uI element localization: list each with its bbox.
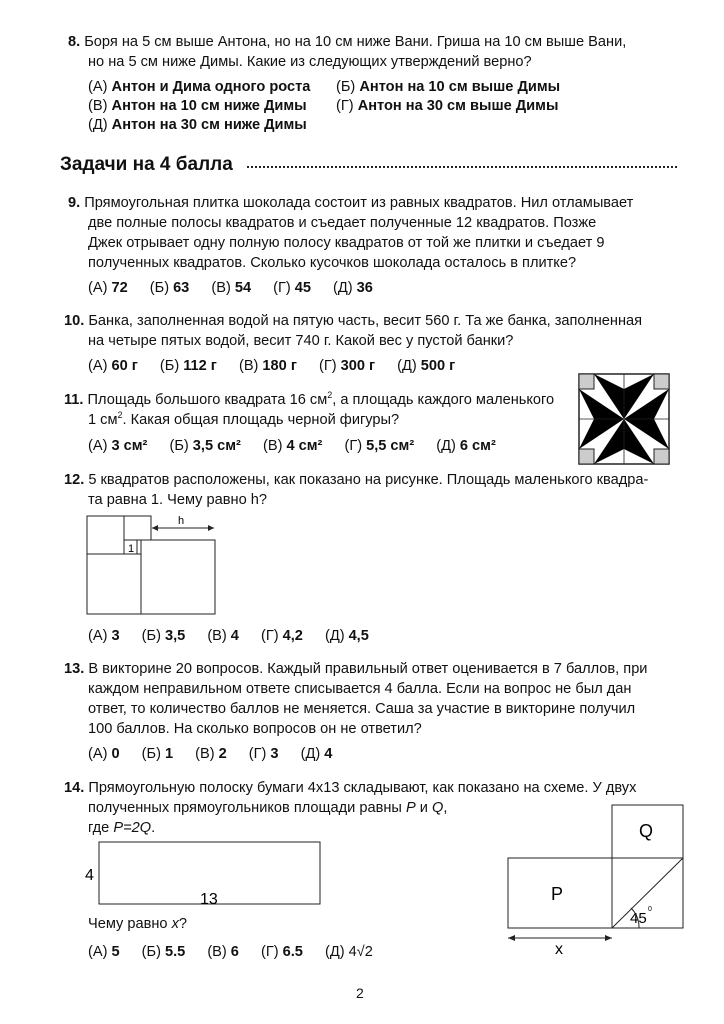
option-label[interactable]: (В)	[262, 438, 283, 454]
option-value[interactable]: 3,5 см²	[192, 438, 241, 454]
q9-options	[88, 278, 391, 298]
punct: ?	[178, 916, 188, 932]
option-label[interactable]: (А)	[88, 628, 108, 644]
option-value[interactable]: 4 см²	[286, 438, 323, 454]
option-value[interactable]: 6.5	[282, 944, 303, 960]
q14-line-2	[88, 798, 447, 818]
option-value[interactable]: 6 см²	[459, 438, 496, 454]
q8-option-b[interactable]	[336, 77, 560, 97]
fig-degree-mark: 0	[648, 906, 652, 913]
q14-text-1: Прямоугольную полоску бумаги 4х13 складывают, как показано на схеме. У двух	[88, 780, 637, 796]
option-label[interactable]: (Д)	[436, 438, 456, 454]
option-value[interactable]: 4	[324, 746, 333, 762]
q8-text-1: Боря на 5 см выше Антона, но на 10 см ниже Вани. Гриша на 10 см выше Вани,	[84, 34, 627, 50]
option-label[interactable]: (В)	[195, 746, 215, 762]
equation: P=2Q	[113, 820, 152, 836]
option-label: (Б)	[336, 79, 356, 95]
fig-x-label: x	[555, 941, 563, 958]
q14-number: 14.	[64, 780, 85, 796]
q8-option-e[interactable]	[88, 115, 307, 135]
strip-height-label: 4	[85, 867, 94, 884]
option-value[interactable]: 45	[294, 280, 311, 296]
option-label[interactable]: (Г)	[260, 628, 279, 644]
q11-text-1b: , а площадь каждого маленького	[332, 392, 555, 408]
q9-text-1: Прямоугольная плитка шоколада состоит из равных квадратов. Нил отламывает	[84, 195, 634, 211]
q13-line-1	[64, 659, 647, 679]
option-value[interactable]: 3 см²	[111, 438, 148, 454]
option-value[interactable]: 500 г	[420, 358, 456, 374]
option-label[interactable]: (Д)	[324, 944, 345, 960]
q10-text-1: Банка, заполненная водой на пятую часть, весит 560 г. Та же банка, заполненная	[88, 313, 643, 329]
option-value[interactable]: 4√2	[348, 944, 373, 960]
option-value[interactable]: 3	[111, 628, 120, 644]
option-value[interactable]: 4	[230, 628, 239, 644]
q10-options	[88, 356, 473, 376]
option-label[interactable]: (Б)	[159, 358, 180, 374]
q14-line-3	[88, 818, 155, 838]
q8-option-a[interactable]	[88, 77, 310, 97]
option-label[interactable]: (Д)	[324, 628, 345, 644]
q11-text-2b: . Какая общая площадь черной фигуры?	[122, 412, 400, 428]
var-x: x	[171, 916, 179, 932]
option-label[interactable]: (Б)	[141, 746, 161, 762]
option-value: Антон на 10 см выше Димы	[359, 79, 561, 95]
q14-strip-figure	[84, 838, 324, 910]
option-label: (Г)	[336, 98, 354, 114]
option-label[interactable]: (Б)	[149, 280, 170, 296]
q11-pinwheel-figure	[578, 373, 670, 465]
q13-text-1: В викторине 20 вопросов. Каждый правильный ответ оценивается в 7 баллов, при	[88, 661, 648, 677]
section-title: Задачи на 4 балла	[60, 154, 233, 175]
option-label[interactable]: (Г)	[344, 438, 363, 454]
section-dotted-rule	[247, 166, 677, 168]
option-value: Антон на 30 см ниже Димы	[111, 117, 307, 133]
q9-line-1	[68, 193, 633, 213]
option-value[interactable]: 0	[111, 746, 120, 762]
var-q: Q	[431, 800, 444, 816]
q11-options	[88, 436, 514, 456]
q14-text-3: где	[88, 820, 114, 836]
q13-number: 13.	[64, 661, 85, 677]
option-value[interactable]: 3,5	[164, 628, 186, 644]
option-label: (А)	[88, 79, 108, 95]
option-value[interactable]: 54	[234, 280, 252, 296]
option-label[interactable]: (Д)	[300, 746, 321, 762]
option-value[interactable]: 2	[218, 746, 227, 762]
q8-number: 8.	[68, 34, 81, 50]
page-number: 2	[356, 985, 364, 1001]
option-label[interactable]: (Б)	[141, 944, 161, 960]
q8-text-2: но на 5 см ниже Димы. Какие из следующих утверждений верно?	[88, 54, 532, 70]
q12-text-2: та равна 1. Чему равно h?	[88, 492, 267, 508]
q14-text-2: полученных прямоугольников площади равны	[88, 800, 406, 816]
q10-line-1	[64, 311, 642, 331]
q13-text-2: каждом неправильном ответе списывается 4 балла. Если на вопрос не был дан	[88, 681, 632, 697]
conj: и	[415, 800, 432, 816]
option-label[interactable]: (А)	[88, 746, 108, 762]
option-label: (В)	[88, 98, 108, 114]
option-label[interactable]: (В)	[207, 944, 227, 960]
option-label[interactable]: (Г)	[248, 746, 267, 762]
option-value[interactable]: 60 г	[111, 358, 138, 374]
option-label[interactable]: (Б)	[169, 438, 189, 454]
option-label[interactable]: (Б)	[141, 628, 161, 644]
q9-text-3: Джек отрывает одну полную полосу квадратов от той же плитки и съедает 9	[88, 235, 605, 251]
option-value[interactable]: 4,5	[348, 628, 369, 644]
fig-1-label: 1	[128, 543, 135, 555]
option-value: Антон и Дима одного роста	[111, 79, 311, 95]
option-value[interactable]: 180 г	[262, 358, 297, 374]
q10-number: 10.	[64, 313, 85, 329]
q13-text-3: ответ, то количество баллов не меняется. Саша за участие в викторине получил	[88, 701, 636, 717]
fig-h-label: h	[178, 515, 185, 527]
q12-number: 12.	[64, 472, 85, 488]
option-value[interactable]: 36	[356, 280, 373, 296]
option-value[interactable]: 72	[111, 280, 128, 296]
q8-option-c[interactable]	[88, 96, 307, 116]
option-label[interactable]: (В)	[238, 358, 259, 374]
q9-text-2: две полные полосы квадратов и съедает полученные 12 квадратов. Позже	[88, 215, 597, 231]
option-label[interactable]: (Г)	[273, 280, 291, 296]
q11-line-2	[88, 410, 399, 430]
strip-width-label: 13	[200, 891, 218, 908]
option-value[interactable]: 6	[230, 944, 239, 960]
punct: ,	[443, 800, 448, 816]
q8-option-d[interactable]	[336, 96, 558, 116]
fig-q-label: Q	[639, 821, 654, 841]
q11-number: 11.	[64, 392, 84, 408]
option-value[interactable]: 5,5 см²	[366, 438, 415, 454]
option-label[interactable]: (Д)	[333, 280, 353, 296]
option-label[interactable]: (А)	[88, 438, 108, 454]
q12-line-1	[64, 470, 648, 490]
superscript: 2	[117, 410, 123, 421]
option-label[interactable]: (Г)	[318, 358, 337, 374]
option-label[interactable]: (А)	[88, 944, 108, 960]
q8-line-1	[68, 32, 626, 52]
option-label[interactable]: (В)	[211, 280, 231, 296]
q9-text-4: полученных квадратов. Сколько кусочков шоколада осталось в плитке?	[88, 255, 577, 271]
option-value[interactable]: 112 г	[183, 358, 217, 374]
q12-text-1: 5 квадратов расположены, как показано на рисунке. Площадь маленького квадра-	[88, 472, 649, 488]
superscript: 2	[327, 390, 333, 401]
var-p: P	[405, 800, 416, 816]
option-value[interactable]: 300 г	[340, 358, 376, 374]
q12-squares-figure	[86, 512, 218, 616]
option-label[interactable]: (Д)	[397, 358, 417, 374]
option-value[interactable]: 3	[270, 746, 279, 762]
option-value[interactable]: 63	[173, 280, 190, 296]
option-label: (Д)	[88, 117, 108, 133]
q14-options	[88, 942, 373, 962]
option-value: Антон на 10 см ниже Димы	[111, 98, 307, 114]
q12-options	[88, 626, 387, 646]
q14-question	[88, 914, 187, 934]
q13-text-4: 100 баллов. На сколько вопросов он не ответил?	[88, 721, 422, 737]
punct: .	[151, 820, 156, 836]
option-label[interactable]: (В)	[207, 628, 227, 644]
option-value[interactable]: 1	[164, 746, 174, 762]
q11-line-1	[64, 390, 554, 410]
option-value[interactable]: 5	[111, 944, 120, 960]
q9-number: 9.	[68, 195, 81, 211]
q13-options	[88, 744, 350, 764]
q11-text-2a: 1 см	[88, 412, 118, 428]
option-label[interactable]: (А)	[88, 280, 108, 296]
q14-ask: Чему равно	[88, 916, 172, 932]
option-value[interactable]: 4,2	[282, 628, 303, 644]
option-label[interactable]: (Г)	[260, 944, 279, 960]
option-label[interactable]: (А)	[88, 358, 108, 374]
q14-line-1	[64, 778, 636, 798]
fig-p-label: P	[551, 884, 564, 904]
option-value[interactable]: 5.5	[164, 944, 186, 960]
q11-text-1a: Площадь большого квадрата 16 см	[87, 392, 328, 408]
q10-text-2: на четыре пятых водой, весит 740 г. Какой вес у пустой банки?	[88, 333, 514, 349]
option-value: Антон на 30 см выше Димы	[357, 98, 559, 114]
q14-fold-figure	[505, 803, 695, 958]
fig-angle-label: 45	[630, 910, 647, 927]
